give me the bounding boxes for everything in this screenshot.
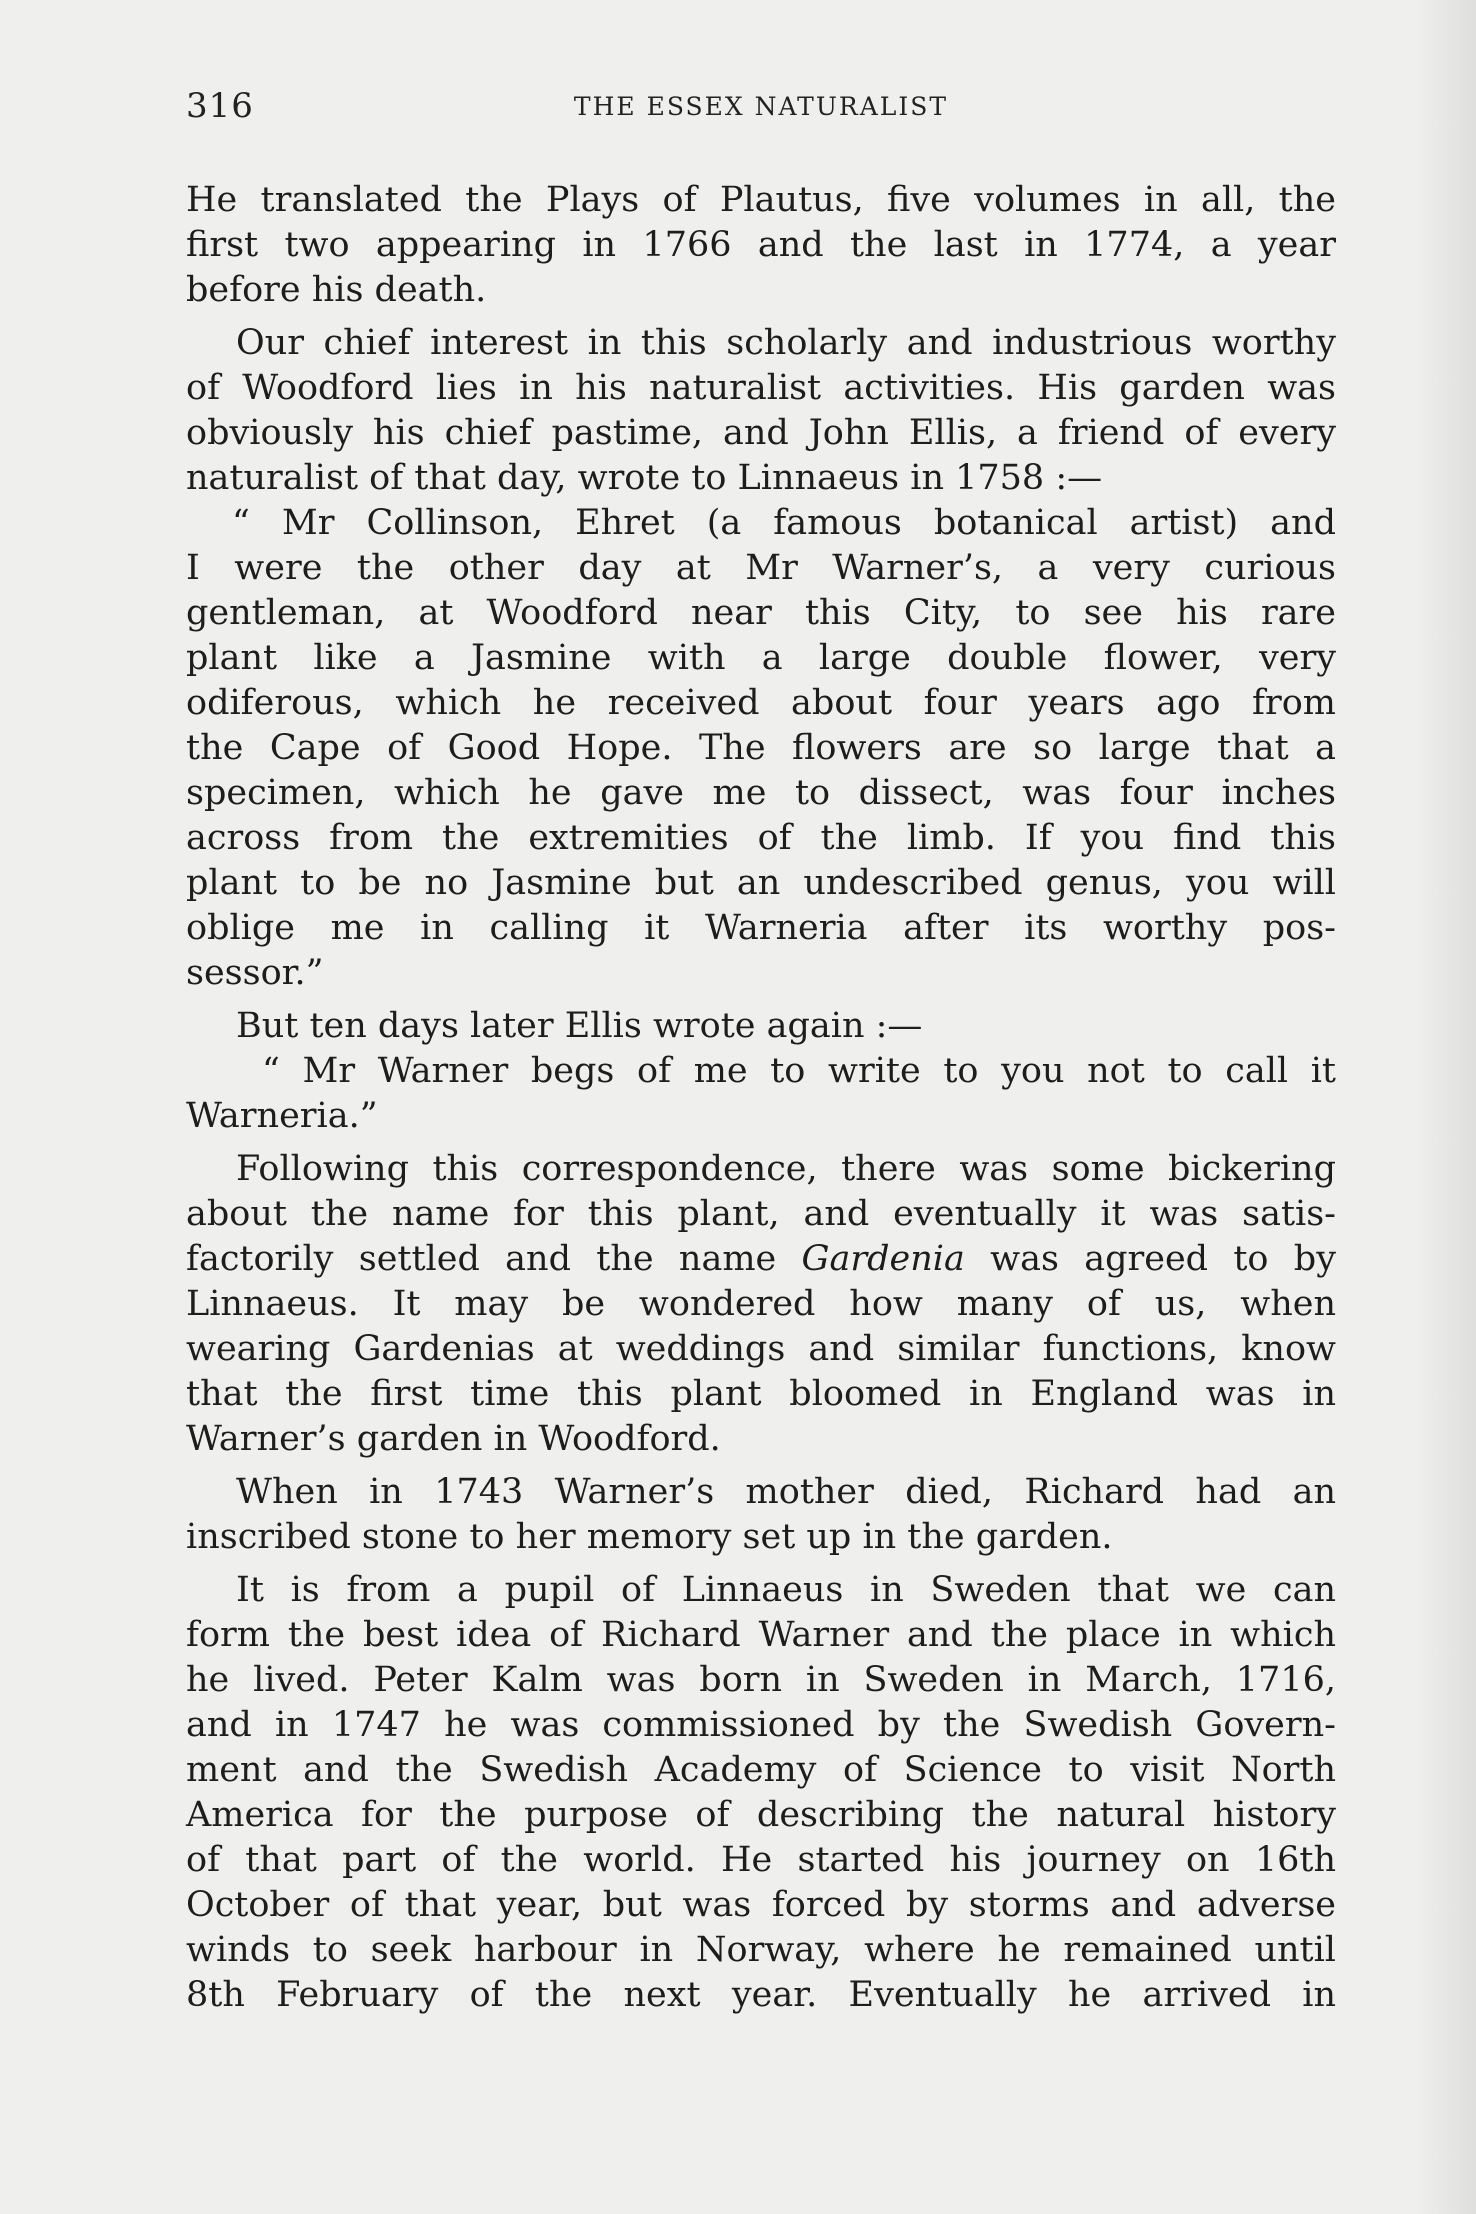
page-header [186,86,1336,130]
text-line: across from the extremities of the limb. If you find this [186,818,1336,858]
text-line: Following this correspondence, there was some bickering [236,1149,1336,1189]
text-line: he lived. Peter Kalm was born in Sweden in March, 1716, [186,1660,1336,1700]
paragraph-naturalist [186,321,1336,501]
text-line: form the best idea of Richard Warner and the place in which [186,1615,1336,1655]
text-segment: was agreed to by [990,1239,1336,1279]
text-line: oblige me in calling it Warneria after its worthy pos- [186,908,1336,948]
text-line: of that part of the world. He started his journey on 16th [186,1840,1336,1880]
text-line: I were the other day at Mr Warner’s, a very curious [186,548,1336,588]
text-line: Our chief interest in this scholarly and industrious worthy [236,323,1336,363]
text-line: He translated the Plays of Plautus, five volumes in all, the [186,180,1336,220]
text-line: America for the purpose of describing the natural history [186,1795,1336,1835]
paragraph-mother [186,1470,1336,1560]
text-line: naturalist of that day, wrote to Linnaeus in 1758 :— [186,458,1103,498]
body-text [186,178,1336,2018]
text-line: “ Mr Warner begs of me to write to you not to call it [262,1051,1336,1091]
text-line: “ Mr Collinson, Ehret (a famous botanical artist) and [232,503,1336,543]
text-line: before his death. [186,270,487,310]
text-line [186,1237,1336,1282]
text-line: Warneria.” [186,1096,378,1136]
text-line: specimen, which he gave me to dissect, was four inches [186,773,1336,813]
text-line: But ten days later Ellis wrote again :— [236,1006,923,1046]
text-line: sessor.” [186,953,324,993]
text-line: inscribed stone to her memory set up in the garden. [186,1517,1113,1557]
page-edge-shadow [1416,0,1476,2214]
quote-collinson [186,501,1336,996]
text-line: ment and the Swedish Academy of Science to visit North [186,1750,1336,1790]
text-line: Linnaeus. It may be wondered how many of us, when [186,1284,1336,1324]
paragraph-gardenia [186,1147,1336,1462]
running-title: THE ESSEX NATURALIST [573,92,949,121]
italic-term-gardenia: Gardenia [801,1239,965,1279]
text-line: 8th February of the next year. Eventually he arrived in [186,1975,1336,2015]
paragraph-kalm [186,1568,1336,2018]
text-segment: factorily settled and the name [186,1239,777,1279]
text-line: of Woodford lies in his naturalist activities. His garden was [186,368,1336,408]
text-line: Warner’s garden in Woodford. [186,1419,721,1459]
page-number: 316 [186,86,254,126]
text-line: obviously his chief pastime, and John Ellis, a friend of every [186,413,1336,453]
text-line: first two appearing in 1766 and the last in 1774, a year [186,225,1336,265]
text-line: plant to be no Jasmine but an undescribed genus, you will [186,863,1336,903]
text-line: odiferous, which he received about four years ago from [186,683,1336,723]
text-line: the Cape of Good Hope. The flowers are so large that a [186,728,1336,768]
text-line: gentleman, at Woodford near this City, to see his rare [186,593,1336,633]
text-line: plant like a Jasmine with a large double flower, very [186,638,1336,678]
paragraph-plautus [186,178,1336,313]
quote-warner [186,1049,1336,1139]
text-line: wearing Gardenias at weddings and similar functions, know [186,1329,1336,1369]
text-line: and in 1747 he was commissioned by the Swedish Govern- [186,1705,1336,1745]
text-line: When in 1743 Warner’s mother died, Richard had an [236,1472,1336,1512]
text-line: that the first time this plant bloomed in England was in [186,1374,1336,1414]
text-line: winds to seek harbour in Norway, where he remained until [186,1930,1336,1970]
text-line: about the name for this plant, and eventually it was satis- [186,1194,1336,1234]
text-line: It is from a pupil of Linnaeus in Sweden that we can [236,1570,1336,1610]
paragraph-ten-days [186,1004,1336,1049]
text-line: October of that year, but was forced by storms and adverse [186,1885,1336,1925]
